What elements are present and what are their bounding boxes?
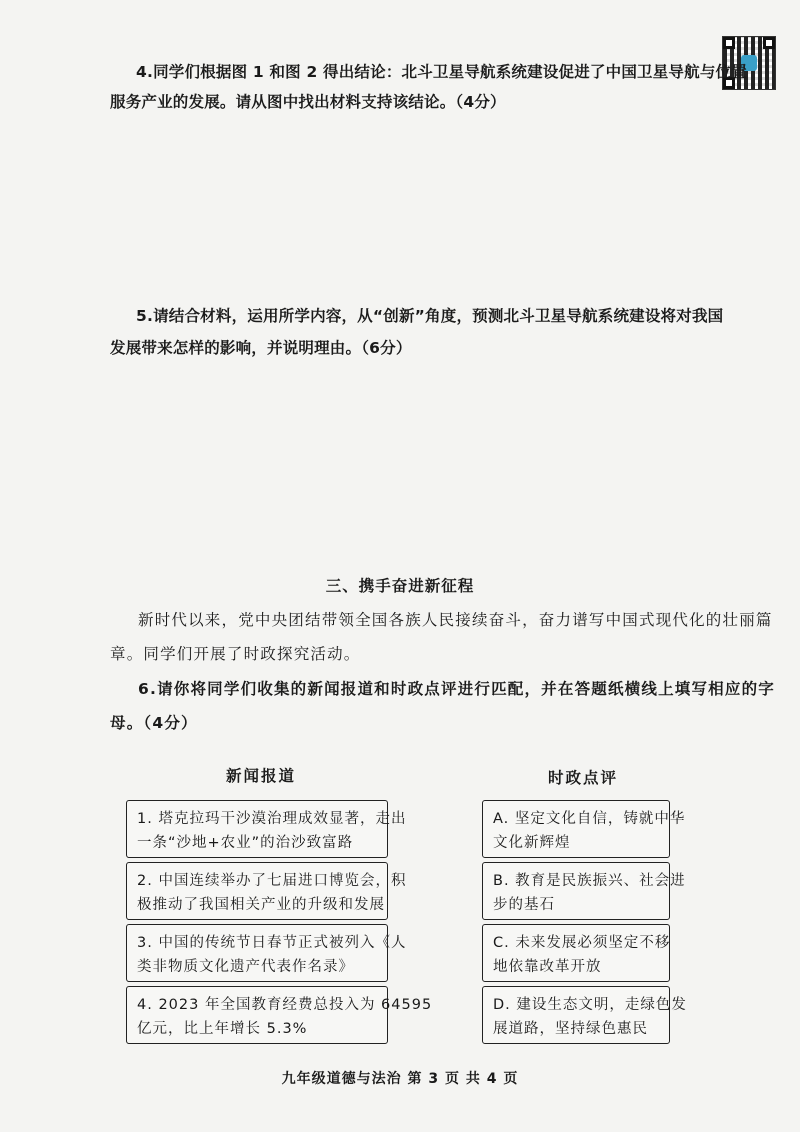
section-title: 三、携手奋进新征程 (325, 577, 475, 595)
question-5-line-2: 发展带来怎样的影响，并说明理由。（6分） (110, 339, 412, 357)
comment-item-c (482, 924, 670, 982)
page-footer: 九年级道德与法治 第 3 页 共 4 页 (281, 1071, 519, 1087)
comment-item-d (482, 986, 687, 1044)
news-heading: 新闻报道 (226, 767, 297, 785)
comment-item-text: D. 建设生态文明，走绿色发 (493, 997, 687, 1013)
comment-item-text: A. 坚定文化自信，铸就中华 (493, 811, 686, 827)
news-item-text: 亿元，比上年增长 5.3% (137, 1021, 308, 1037)
comments-heading: 时政点评 (548, 769, 619, 787)
news-item-text: 一条“沙地+农业”的治沙致富路 (137, 835, 354, 851)
comment-item-text: 展道路，坚持绿色惠民 (493, 1021, 648, 1037)
comment-item-text: 文化新辉煌 (493, 835, 571, 851)
comment-item-text: B. 教育是民族振兴、社会进 (493, 873, 686, 889)
news-item-text: 3. 中国的传统节日春节正式被列入《人 (137, 935, 407, 951)
news-item-text: 1. 塔克拉玛干沙漠治理成效显著，走出 (137, 811, 407, 827)
news-item-text: 2. 中国连续举办了七届进口博览会，积 (137, 873, 407, 889)
section-intro-line-2: 章。同学们开展了时政探究活动。 (110, 645, 361, 663)
comment-item-text: 步的基石 (493, 897, 555, 913)
question-4-line-2: 服务产业的发展。请从图中找出材料支持该结论。（4分） (110, 93, 506, 111)
comment-item-text: 地依靠改革开放 (493, 959, 602, 975)
question-5-line-1: 5.请结合材料，运用所学内容，从“创新”角度，预测北斗卫星导航系统建设将对我国 (136, 307, 724, 325)
news-item-4 (126, 986, 433, 1044)
news-item-2 (126, 862, 407, 920)
news-item-1 (126, 800, 407, 858)
news-item-3 (126, 924, 407, 982)
news-item-text: 类非物质文化遗产代表作名录》 (137, 959, 354, 975)
question-4-line-1: 4.同学们根据图 1 和图 2 得出结论：北斗卫星导航系统建设促进了中国卫星导航与位置 (136, 63, 747, 81)
news-item-text: 极推动了我国相关产业的升级和发展 (137, 897, 385, 913)
news-item-text: 4. 2023 年全国教育经费总投入为 64595 (137, 997, 433, 1013)
question-6-line-2: 母。（4分） (110, 714, 198, 732)
comment-item-b (482, 862, 686, 920)
comment-item-a (482, 800, 686, 858)
comment-item-text: C. 未来发展必须坚定不移 (493, 935, 671, 951)
question-6-line-1: 6.请你将同学们收集的新闻报道和时政点评进行匹配，并在答题纸横线上填写相应的字 (138, 680, 775, 698)
section-intro-line-1: 新时代以来，党中央团结带领全国各族人民接续奋斗，奋力谱写中国式现代化的壮丽篇 (138, 611, 773, 629)
